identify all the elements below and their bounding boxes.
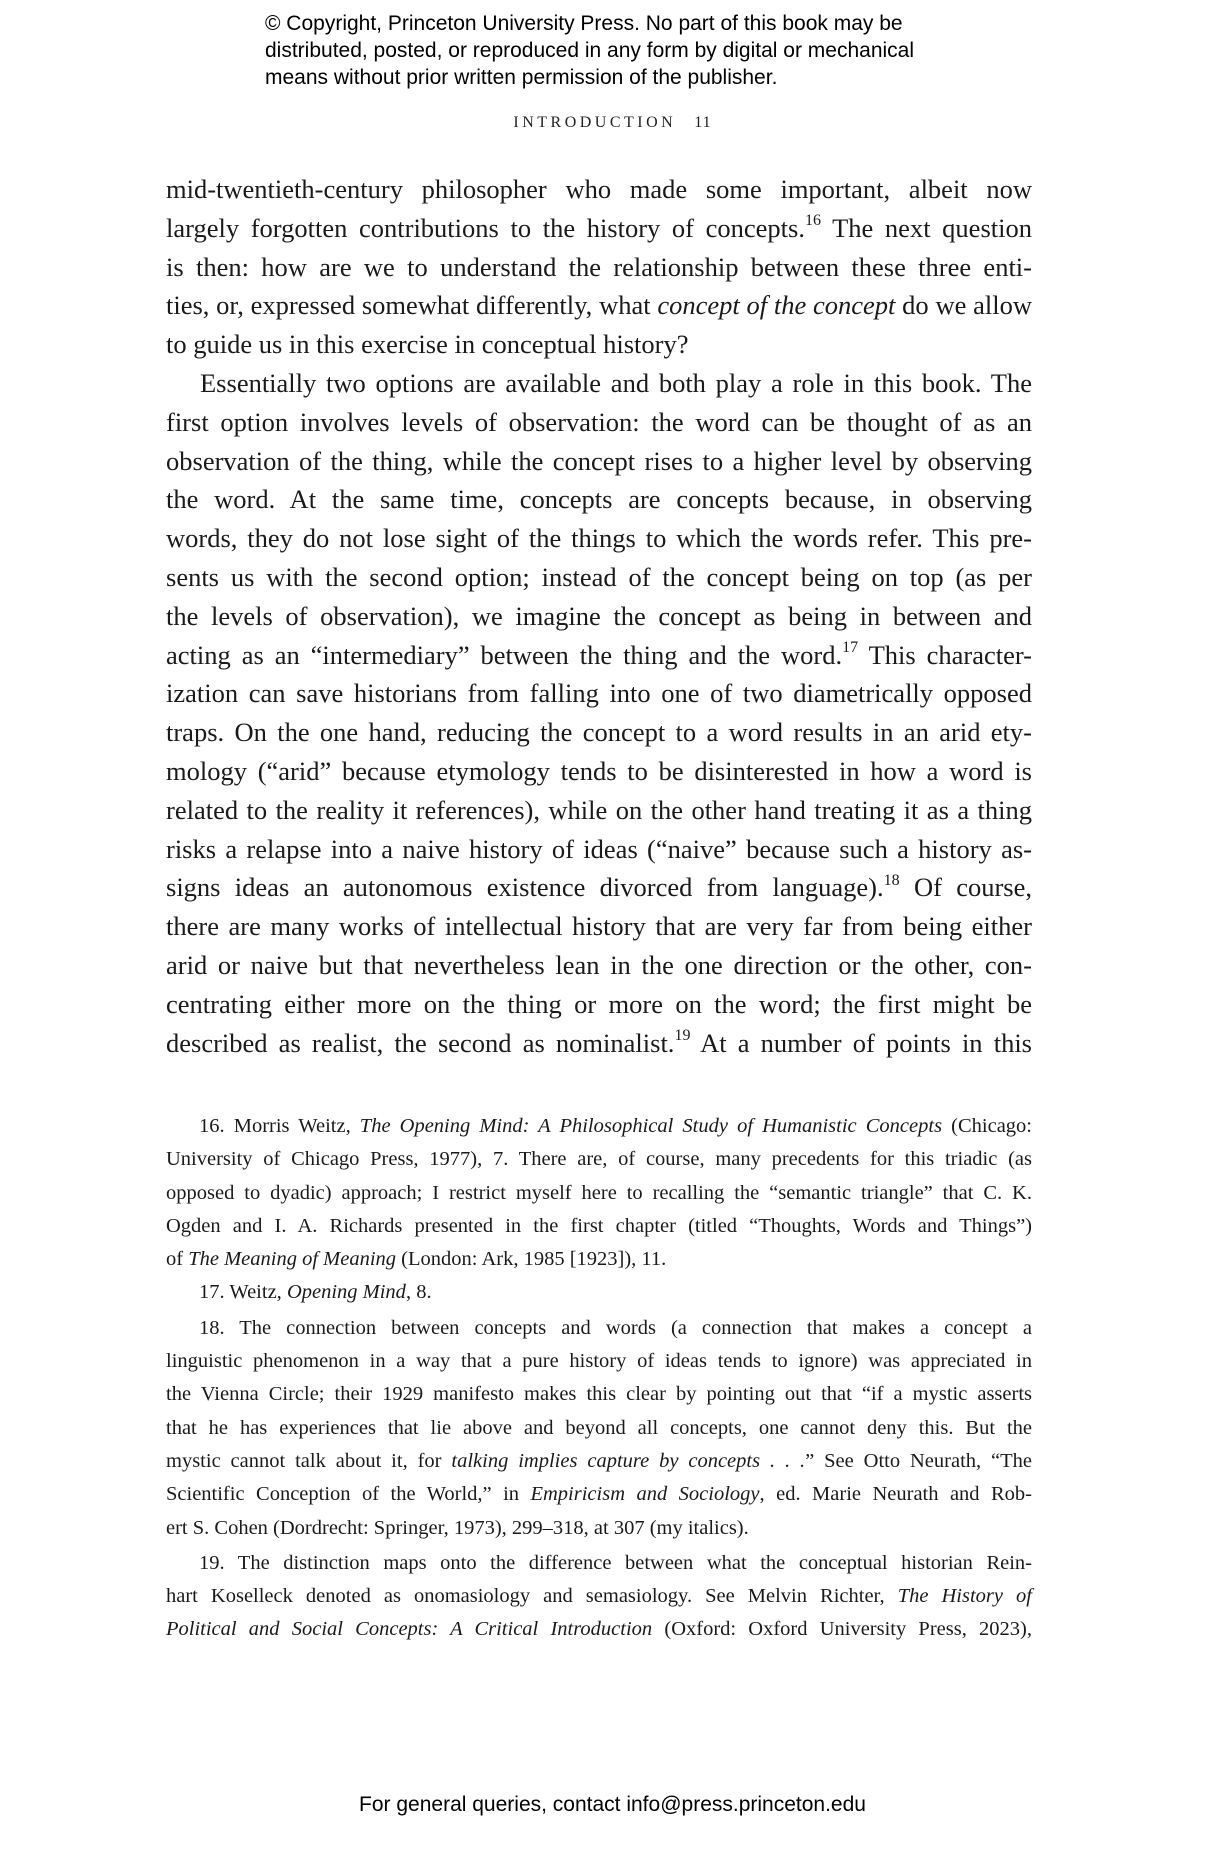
footnote-line: linguistic phenomenon in a way that a pure history of ideas tends to ignore) was appreciated in xyxy=(166,1350,1032,1373)
footnote-line: University of Chicago Press, 1977), 7. There are, of course, many precedents for this triadic (as xyxy=(166,1148,1032,1171)
text-line: ization can save historians from falling into one of two diametrically opposed xyxy=(166,678,1032,709)
italic-text: The History of xyxy=(897,1585,1032,1608)
footnote-18: 18. The connection between concepts and words (a connection that makes a concept a xyxy=(199,1316,1032,1339)
footnote-line xyxy=(166,1580,1032,1613)
footnote-line: ert S. Cohen (Dordrecht: Springer, 1973), 299–318, at 307 (my italics). xyxy=(166,1516,749,1539)
copyright-line: © Copyright, Princeton University Press. No part of this book may be xyxy=(265,12,903,35)
footnote-19: 19. The distinction maps onto the difference between what the conceptual historian Rein- xyxy=(199,1551,1032,1574)
text-span: At a number of points in this xyxy=(690,1027,1032,1058)
text-span: (London: Ark, 1985 [1923]), 11. xyxy=(396,1248,667,1271)
footnote-line: Ogden and I. A. Richards presented in the first chapter (titled “Thoughts, Words and Things”) xyxy=(166,1214,1032,1237)
text-span: 16. Morris Weitz, xyxy=(199,1115,360,1137)
text-line xyxy=(166,868,1032,907)
footnotes xyxy=(166,1110,1032,1647)
text-span: largely forgotten contributions to the history of concepts. xyxy=(166,212,805,243)
footnote-line xyxy=(166,1613,1032,1646)
italic-text: Opening Mind xyxy=(286,1281,406,1304)
text-line: is then: how are we to understand the relationship between these three enti- xyxy=(166,251,1032,282)
text-span: ” See Otto Neurath, “The xyxy=(805,1449,1033,1472)
text-span: , 8. xyxy=(405,1281,432,1304)
footnote-16 xyxy=(166,1110,1032,1143)
italic-text: Empiricism and Sociology xyxy=(530,1483,760,1506)
text-line: related to the reality it references), while on the other hand treating it as a thing xyxy=(166,794,1032,825)
text-line xyxy=(166,1024,1032,1063)
chapter-title: INTRODUCTION xyxy=(513,114,677,131)
text-span: do we allow xyxy=(895,290,1032,321)
copyright-notice xyxy=(265,10,1025,91)
footnote-line xyxy=(166,1445,1032,1478)
text-span: (Chicago: xyxy=(942,1115,1033,1137)
text-span: ties, or, expressed somewhat differently, what xyxy=(166,290,658,321)
text-line: risks a relapse into a naive history of ideas (“naive” because such a history as- xyxy=(166,833,1032,864)
page-number: 11 xyxy=(694,114,712,131)
italic-text: The Opening Mind: A Philosophical Study of Humanistic Concepts xyxy=(359,1115,943,1137)
text-span: signs ideas an autonomous existence divorced from language). xyxy=(166,872,884,903)
footnote-ref-17[interactable]: 17 xyxy=(842,638,859,656)
text-line xyxy=(166,209,1032,248)
footnote-line xyxy=(166,1243,1032,1276)
text-span: of xyxy=(166,1248,189,1271)
text-line xyxy=(166,636,1032,675)
text-span: Scientific Conception of the World,” in xyxy=(166,1483,531,1506)
text-line: first option involves levels of observation: the word can be thought of as an xyxy=(166,406,1032,437)
text-line: the levels of observation), we imagine the concept as being in between and xyxy=(166,600,1032,631)
footnote-ref-18[interactable]: 18 xyxy=(883,871,900,889)
text-line: observation of the thing, while the concept rises to a higher level by observing xyxy=(166,445,1032,476)
text-span: Of course, xyxy=(899,872,1033,903)
text-span: hart Koselleck denoted as onomasiology and semasiology. See Melvin Richter, xyxy=(166,1585,898,1608)
footnote-ref-19[interactable]: 19 xyxy=(674,1026,691,1044)
text-line: centrating either more on the thing or more on the word; the first might be xyxy=(166,988,1032,1019)
text-span: mystic cannot talk about it, for xyxy=(166,1449,452,1472)
italic-text: concept of the concept xyxy=(657,290,896,321)
footnote-line: opposed to dyadic) approach; I restrict myself here to recalling the “semantic triangle” that C. K. xyxy=(166,1181,1032,1204)
footnote-line: that he has experiences that lie above and beyond all concepts, one cannot deny this. But the xyxy=(166,1416,1032,1439)
footnote-17 xyxy=(166,1276,1032,1309)
copyright-line: distributed, posted, or reproduced in any form by digital or mechanical xyxy=(265,39,915,62)
italic-text: Political and Social Concepts: A Critical Introduction xyxy=(166,1618,653,1641)
text-line xyxy=(166,286,1032,325)
text-line: there are many works of intellectual history that are very far from being either xyxy=(166,911,1032,942)
text-line: the word. At the same time, concepts are concepts because, in observing xyxy=(166,484,1032,515)
text-line: words, they do not lose sight of the things to which the words refer. This pre- xyxy=(166,523,1032,554)
text-span: (Oxford: Oxford University Press, 2023), xyxy=(652,1618,1032,1641)
contact-footer: For general queries, contact info@press.princeton.edu xyxy=(359,1793,866,1816)
italic-text: talking implies capture by concepts . . . xyxy=(451,1449,806,1472)
footnote-line: the Vienna Circle; their 1929 manifesto makes this clear by pointing out that “if a mystic asserts xyxy=(166,1383,1032,1406)
text-span: described as realist, the second as nominalist. xyxy=(166,1027,675,1058)
text-line: to guide us in this exercise in conceptual history? xyxy=(166,329,689,360)
text-span: , ed. Marie Neurath and Rob- xyxy=(759,1483,1033,1506)
text-line: traps. On the one hand, reducing the concept to a word results in an arid ety- xyxy=(166,717,1032,748)
italic-text: The Meaning of Meaning xyxy=(188,1248,397,1271)
text-line: arid or naive but that nevertheless lean in the one direction or the other, con- xyxy=(166,949,1032,980)
text-span: acting as an “intermediary” between the thing and the word. xyxy=(166,639,843,670)
text-line: mology (“arid” because etymology tends to be disinterested in how a word is xyxy=(166,755,1032,786)
text-span: This character- xyxy=(858,639,1032,670)
text-line: sents us with the second option; instead of the concept being on top (as per xyxy=(166,561,1032,592)
text-line: Essentially two options are available and both play a role in this book. The xyxy=(200,367,1032,398)
main-text xyxy=(166,170,1032,1062)
text-span: The next question xyxy=(820,212,1032,243)
footnote-line xyxy=(166,1478,1032,1511)
copyright-line: means without prior written permission of the publisher. xyxy=(265,66,778,89)
text-line: mid-twentieth-century philosopher who made some important, albeit now xyxy=(166,174,1032,204)
footnote-ref-16[interactable]: 16 xyxy=(804,211,821,229)
text-span: 17. Weitz, xyxy=(199,1281,287,1304)
running-head xyxy=(0,114,1225,132)
